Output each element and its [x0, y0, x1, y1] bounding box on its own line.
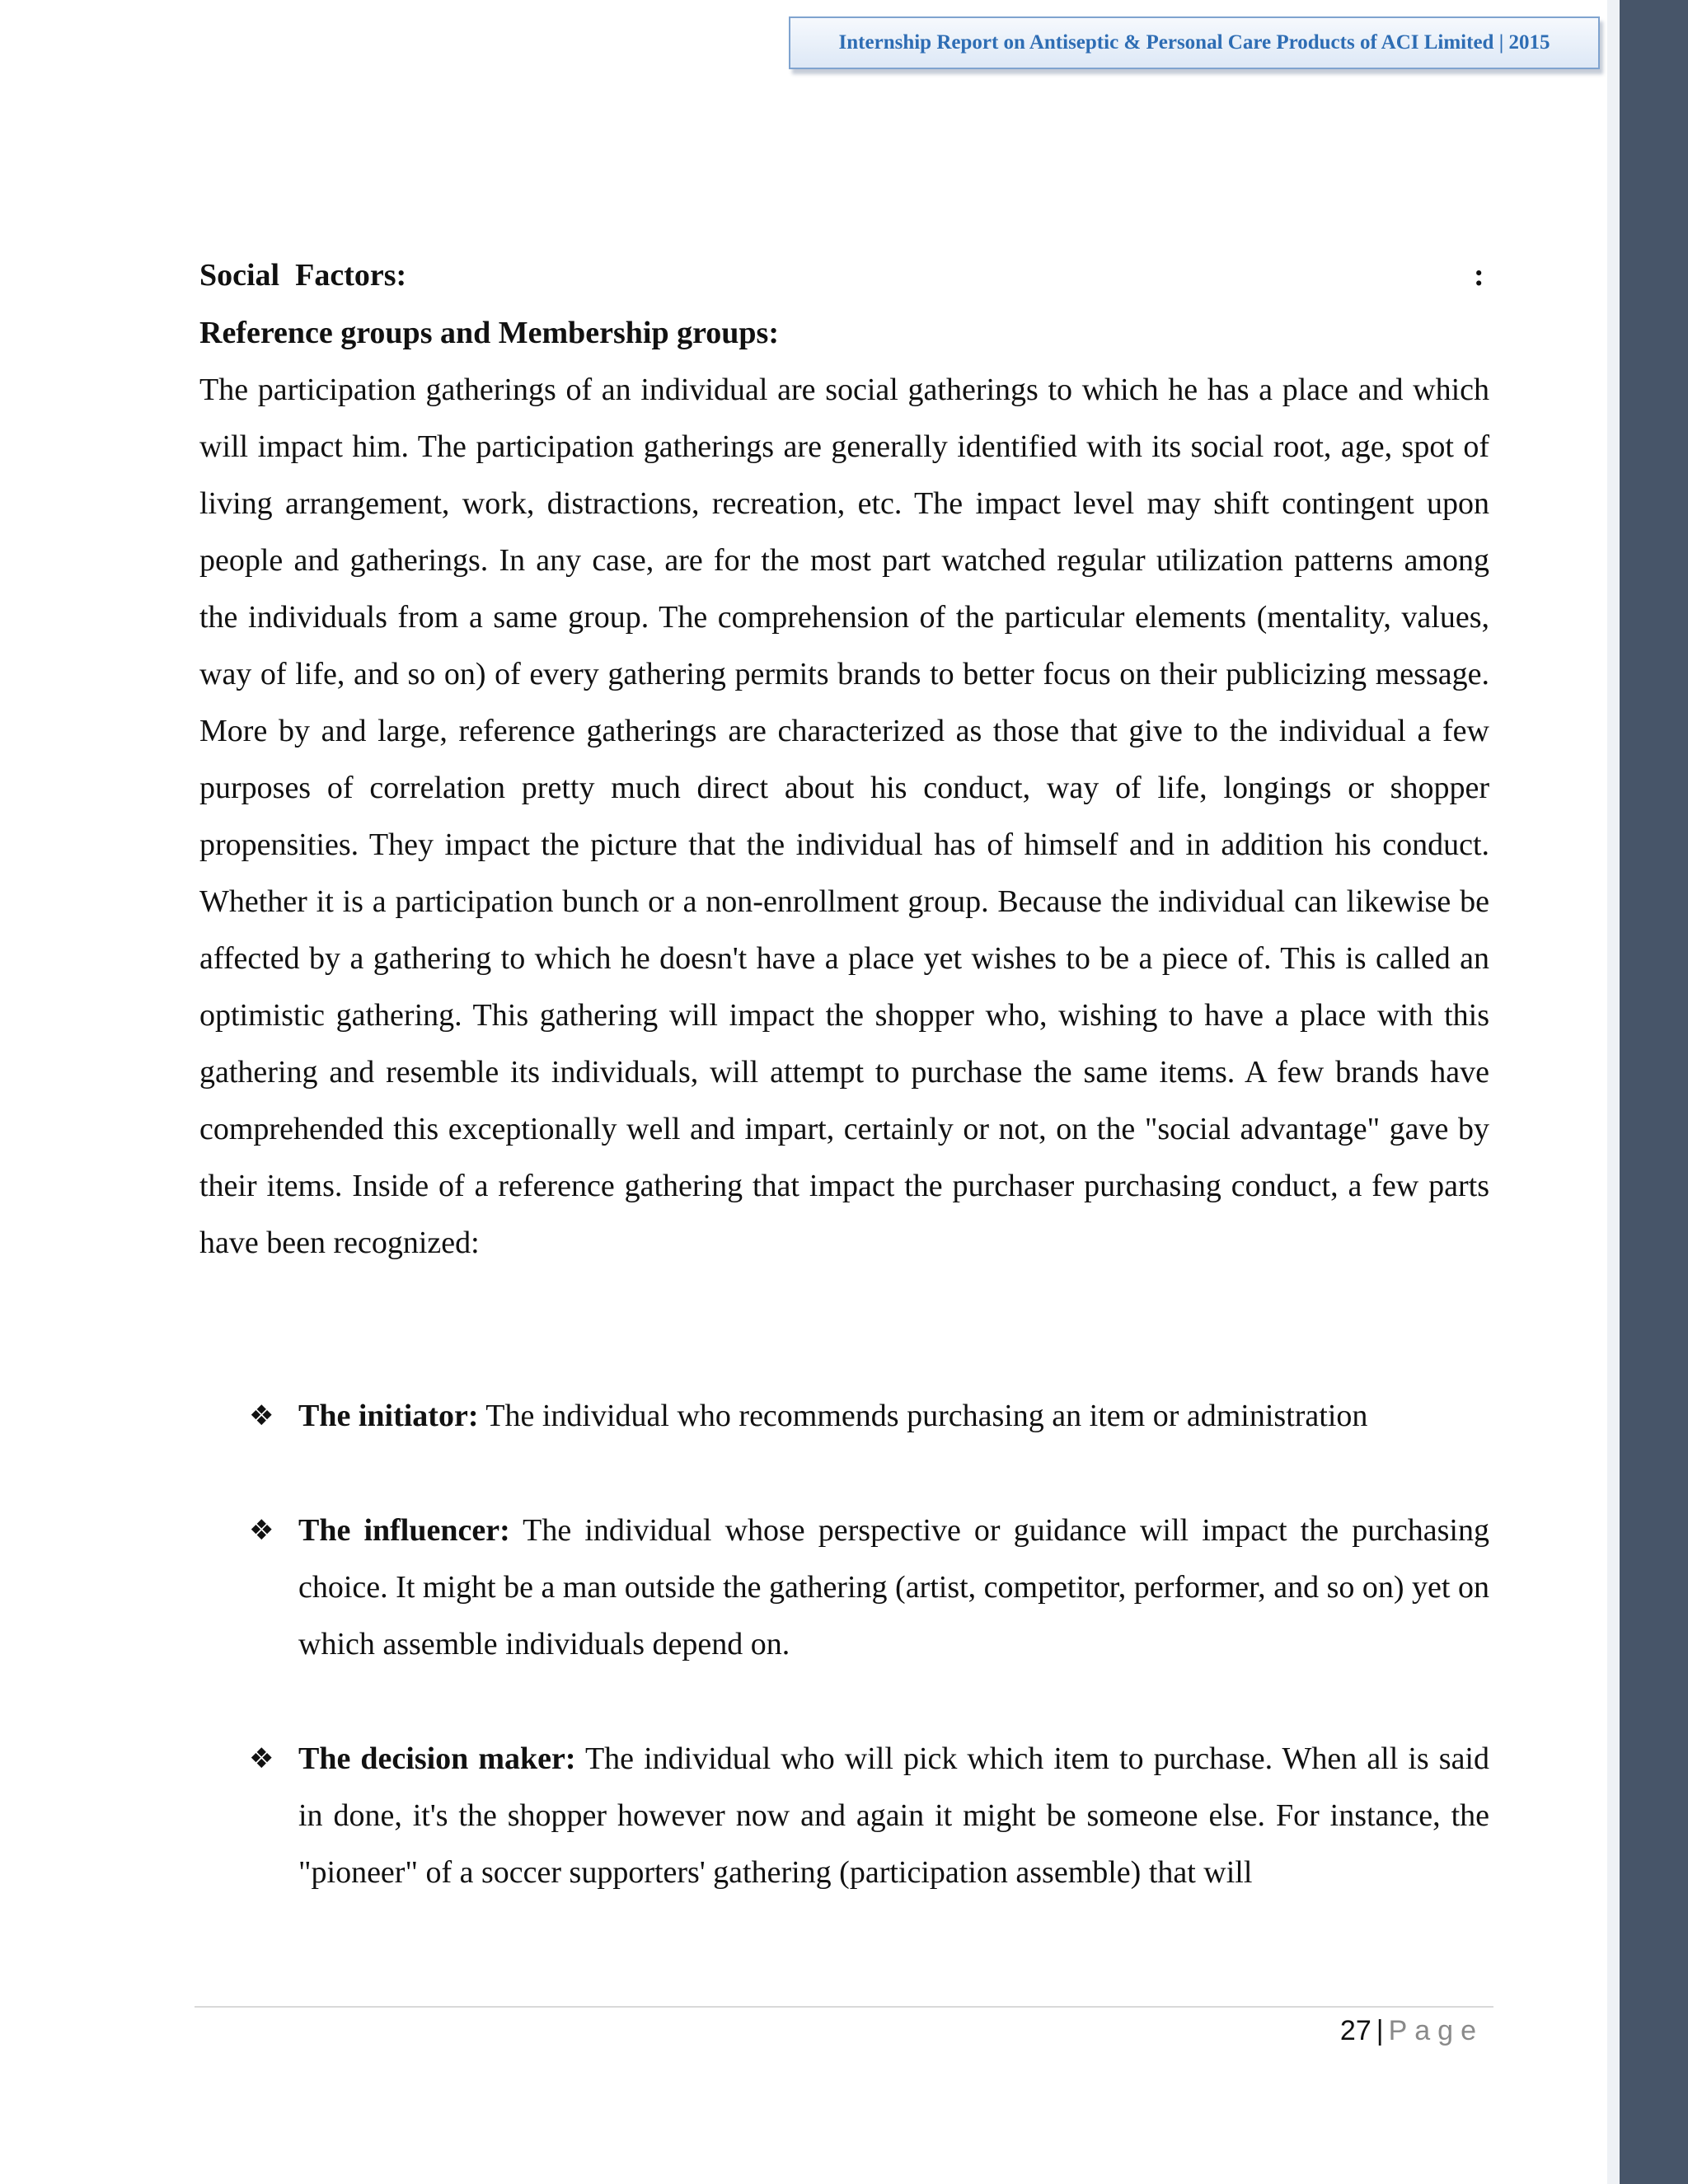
side-bar — [1620, 0, 1688, 2184]
side-bar-highlight — [1607, 0, 1620, 2184]
body-paragraph: The participation gatherings of an individual are social gatherings to which he has a place and which will impact him. The participation gatherings are generally identified with its social root, age, spot of living arrangement, work, distractions, recreation, etc. The impact level may shift contingent upon people and gatherings. In any case, are for the most part watched regular utilization patterns among the individuals from a same group. The comprehension of the particular elements (mentality, values, way of life, and so on) of every gathering permits brands to better focus on their publicizing message. More by and large, reference gatherings are characterized as those that give to the individual a few purposes of correlation pretty much direct about his conduct, way of life, longings or shopper propensities. They impact the picture that the individual has of himself and in addition his conduct. Whether it is a participation bunch or a non-enrollment group. Because the individual can likewise be affected by a gathering to which he doesn't have a place yet wishes to be a piece of. This is called an optimistic gathering. This gathering will impact the shopper who, wishing to have a place with this gathering and resemble its individuals, will attempt to purchase the same items. A few brands have comprehended this exceptionally well and impart, certainly or not, on the "social advantage" gave by their items. Inside of a reference gathering that impact the purchaser purchasing conduct, a few parts have been recognized: — [199, 373, 1489, 1260]
footer-divider — [195, 2006, 1493, 2008]
bullet-text — [298, 1731, 1489, 1901]
bullet-title: The influencer: — [298, 1513, 510, 1548]
bullet-description: The individual whose perspective or guidance will impact the purchasing choice. It might be a man outside the gathering (artist, competitor, performer, and so on) yet on which assemble individuals depend on. — [298, 1513, 1489, 1661]
page-separator: | — [1376, 2015, 1384, 2046]
bullet-text — [298, 1388, 1489, 1445]
diamond-bullet-icon: ❖ — [249, 1399, 274, 1432]
heading-social-factors: Social Factors: — [199, 258, 407, 293]
diamond-bullet-icon: ❖ — [249, 1742, 274, 1775]
bullet-item-initiator — [199, 1388, 1489, 1445]
bullet-title: The decision maker: — [298, 1741, 576, 1776]
bullet-item-influencer — [199, 1502, 1489, 1673]
bullet-description: The individual who recommends purchasing an item or administration — [478, 1399, 1368, 1433]
bullet-description: The individual who will pick which item to purchase. When all is said in done, it's the shopper however now and again it might be someone else. For instance, the "pioneer" of a soccer supporters' gathering (participation assemble) that will — [298, 1741, 1489, 1890]
page-number: 27 — [1339, 2015, 1372, 2046]
page-footer — [1236, 2009, 1484, 2052]
bullet-title: The initiator: — [298, 1399, 479, 1433]
bullet-text — [298, 1502, 1489, 1673]
running-header — [789, 16, 1600, 69]
diamond-bullet-icon: ❖ — [249, 1514, 274, 1547]
header-title: Internship Report on Antiseptic & Personal Care Products of ACI Limited | 2015 — [838, 31, 1550, 54]
heading-reference-groups: Reference groups and Membership groups: — [199, 316, 779, 350]
bullet-item-decision-maker — [199, 1731, 1489, 1901]
page-label: Page — [1388, 2015, 1484, 2046]
heading-colon: : — [1474, 258, 1484, 293]
